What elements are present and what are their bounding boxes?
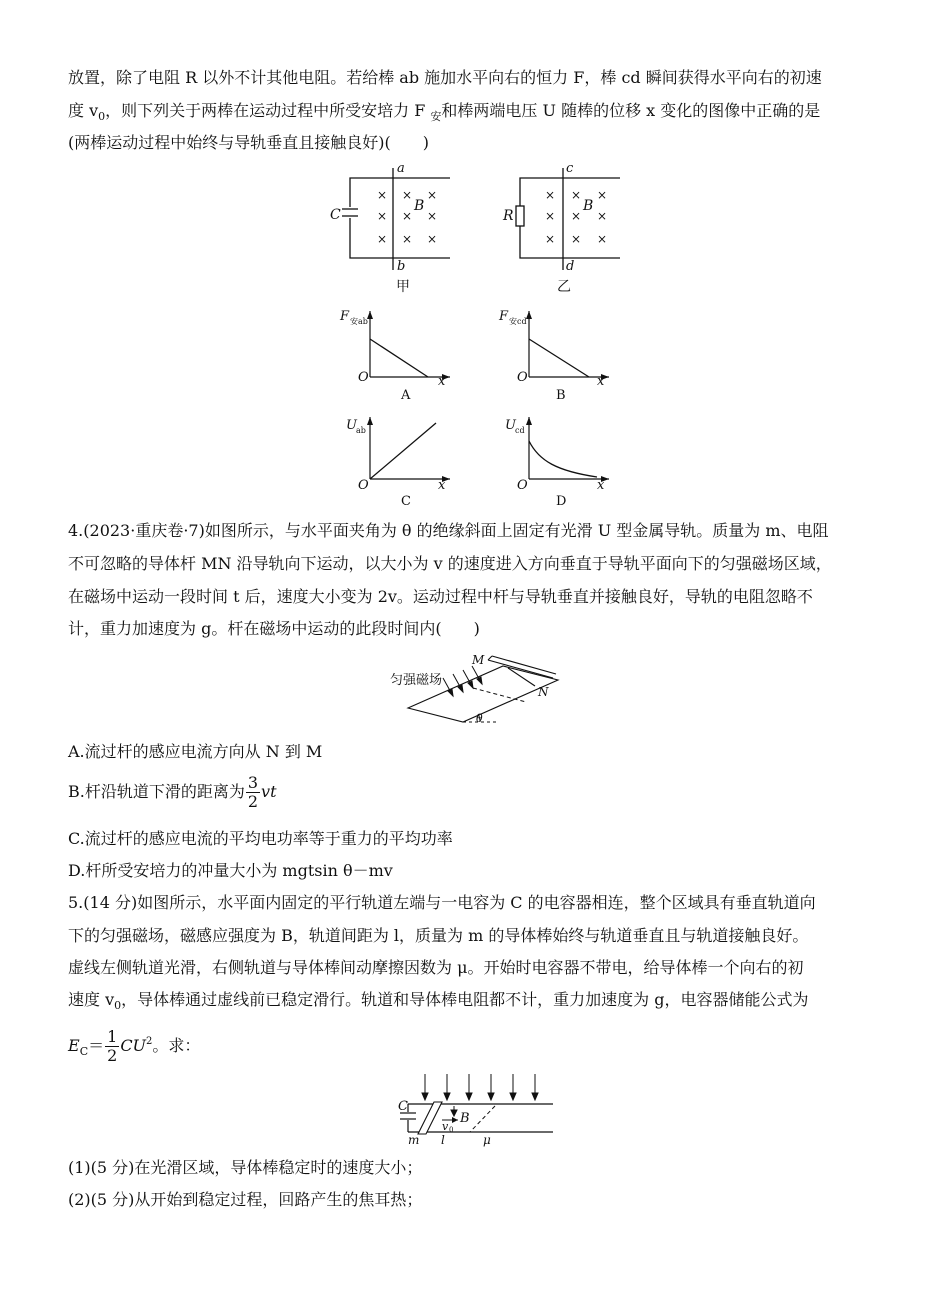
rod-top-label: a <box>397 161 405 176</box>
svg-text:×: × <box>427 188 438 202</box>
velocity-sub: 0 <box>449 1126 454 1134</box>
svg-text:×: × <box>545 209 556 223</box>
graph-caption: A <box>401 388 411 403</box>
graph-caption: D <box>556 494 567 509</box>
graph-option-d <box>497 413 617 513</box>
fraction: $\frac{3}{2}$ <box>247 773 259 811</box>
q3-text-line-2: 度 $v_0$，则下列关于两棒在运动过程中所受安培力 F $_安$和棒两端电压 U 随棒的位移 x 变化的图像中正确的是 <box>68 101 821 123</box>
q4-text-line-1: 4.(2023·重庆卷·7)如图所示，与水平面夹角为 θ 的绝缘斜面上固定有光滑 U 型金属导轨。质量为 m、电阻 <box>68 521 829 540</box>
capacitor-label: C <box>330 207 341 223</box>
y-axis-label: F <box>499 309 509 324</box>
q5-text-line-3: 虚线左侧轨道光滑，右侧轨道与导体棒间动摩擦因数为 μ。开始时电容器不带电，给导体棒一个向右的初 <box>68 958 804 977</box>
conductor-rod <box>418 1102 442 1134</box>
q3-text-line-3: (两棒运动过程中始终与导轨垂直且接触良好)( ) <box>68 133 429 152</box>
svg-text:×: × <box>377 188 388 202</box>
svg-text:×: × <box>427 209 438 223</box>
graph-caption: B <box>556 388 566 403</box>
graph-option-c <box>338 413 458 513</box>
mass-label: m <box>408 1133 420 1147</box>
q4-text-line-4: 计，重力加速度为 g。杆在磁场中运动的此段时间内( ) <box>68 619 480 638</box>
circuit-figure-jia <box>320 158 460 298</box>
incline-rail-figure <box>388 650 568 730</box>
q5-subquestion-1: (1)(5 分)在光滑区域，导体棒稳定时的速度大小； <box>68 1158 423 1177</box>
field-label: B <box>414 198 425 214</box>
svg-text:×: × <box>377 209 388 223</box>
q4-option-a: A.流过杆的感应电流方向从 N 到 M <box>68 742 323 761</box>
field-arrows <box>443 666 482 696</box>
graph-caption: C <box>401 494 411 509</box>
figure-caption-jia: 甲 <box>396 279 410 295</box>
svg-text:×: × <box>402 232 413 246</box>
svg-text:×: × <box>402 188 413 202</box>
graph-curve <box>529 441 597 477</box>
svg-text:×: × <box>597 232 608 246</box>
field-crosses <box>545 188 607 246</box>
field-crosses <box>377 188 437 246</box>
friction-label: μ <box>483 1133 491 1147</box>
svg-text:×: × <box>571 188 582 202</box>
q4-option-b: B.杆沿轨道下滑的距离为 $\frac{3}{2}$ vt <box>68 773 277 811</box>
y-axis-sub: 安cd <box>509 317 527 326</box>
angle-label: θ <box>476 712 483 725</box>
y-axis-sub: ab <box>356 426 366 435</box>
circuit-figure-yi <box>495 158 635 298</box>
spacing-label: l <box>441 1133 445 1147</box>
x-axis-label: x <box>597 374 605 389</box>
figure-caption-yi: 乙 <box>557 279 571 295</box>
x-axis-label: x <box>438 374 446 389</box>
rod-bottom-label: d <box>566 259 575 274</box>
q4-text-line-3: 在磁场中运动一段时间 t 后，速度大小变为 2v。运动过程中杆与导轨垂直并接触良好，导轨的电阻忽略不 <box>68 587 813 606</box>
svg-text:×: × <box>427 232 438 246</box>
y-axis-sub: 安ab <box>350 317 368 326</box>
q5-subquestion-2: (2)(5 分)从开始到稳定过程，回路产生的焦耳热； <box>68 1190 423 1209</box>
svg-text:×: × <box>545 188 556 202</box>
graph-option-b <box>497 305 617 405</box>
x-axis-label: x <box>438 478 446 493</box>
graph-option-a <box>338 305 458 405</box>
q5-text-line-4: 速度 $v_0$，导体棒通过虚线前已稳定滑行。轨道和导体棒电阻都不计，重力加速度为 g，电容器储能公式为 <box>68 990 809 1012</box>
q5-text-line-2: 下的匀强磁场，磁感应强度为 B，轨道间距为 l，质量为 m 的导体棒始终与轨道垂直且与轨道接触良好。 <box>68 926 809 945</box>
origin-label: O <box>517 478 528 493</box>
y-axis-label: F <box>340 309 350 324</box>
velocity-label: v <box>442 1120 449 1133</box>
svg-text:×: × <box>571 209 582 223</box>
rod-m-label: M <box>472 653 485 667</box>
q5-text-line-5: $E_C=$ $\frac{1}{2}$ $CU^2$。求： <box>68 1027 201 1065</box>
q3-text-line-1: 放置，除了电阻 R 以外不计其他电阻。若给棒 ab 施加水平向右的恒力 F，棒 cd 瞬间获得水平向右的初速 <box>68 68 822 87</box>
field-label: B <box>460 1111 470 1126</box>
x-axis-label: x <box>597 478 605 493</box>
y-axis-label: U <box>346 418 357 433</box>
y-axis-label: U <box>505 418 516 433</box>
svg-text:×: × <box>597 188 608 202</box>
rod-top-label: c <box>566 161 574 176</box>
field-label: B <box>583 198 594 214</box>
origin-label: O <box>517 370 528 385</box>
field-arrows-down <box>422 1074 538 1116</box>
fraction: $\frac{1}{2}$ <box>107 1027 118 1065</box>
q4-option-d: D.杆所受安培力的冲量大小为 mgtsin θ－mv <box>68 861 393 880</box>
graph-curve <box>529 339 589 377</box>
svg-text:×: × <box>377 232 388 246</box>
resistor-label: R <box>503 208 514 224</box>
field-region-label: 匀强磁场 <box>390 673 443 688</box>
graph-curve <box>370 423 436 479</box>
origin-label: O <box>358 478 369 493</box>
q4-option-c: C.流过杆的感应电流的平均电功率等于重力的平均功率 <box>68 829 453 848</box>
svg-text:×: × <box>571 232 582 246</box>
capacitor-label: C <box>398 1099 408 1114</box>
q4-text-line-2: 不可忽略的导体杆 MN 沿导轨向下运动，以大小为 v 的速度进入方向垂直于导轨平面向下的匀强磁场区域， <box>68 554 832 573</box>
q5-text-line-1: 5.(14 分)如图所示，水平面内固定的平行轨道左端与一电容为 C 的电容器相连，整个区域具有垂直轨道向 <box>68 893 816 912</box>
graph-curve <box>370 339 428 377</box>
svg-text:×: × <box>402 209 413 223</box>
capacitor-rail-figure <box>390 1072 560 1150</box>
svg-text:×: × <box>597 209 608 223</box>
rod-bottom-label: b <box>397 259 406 274</box>
rod-n-label: N <box>538 685 549 699</box>
y-axis-sub: cd <box>515 426 525 435</box>
origin-label: O <box>358 370 369 385</box>
svg-text:×: × <box>545 232 556 246</box>
